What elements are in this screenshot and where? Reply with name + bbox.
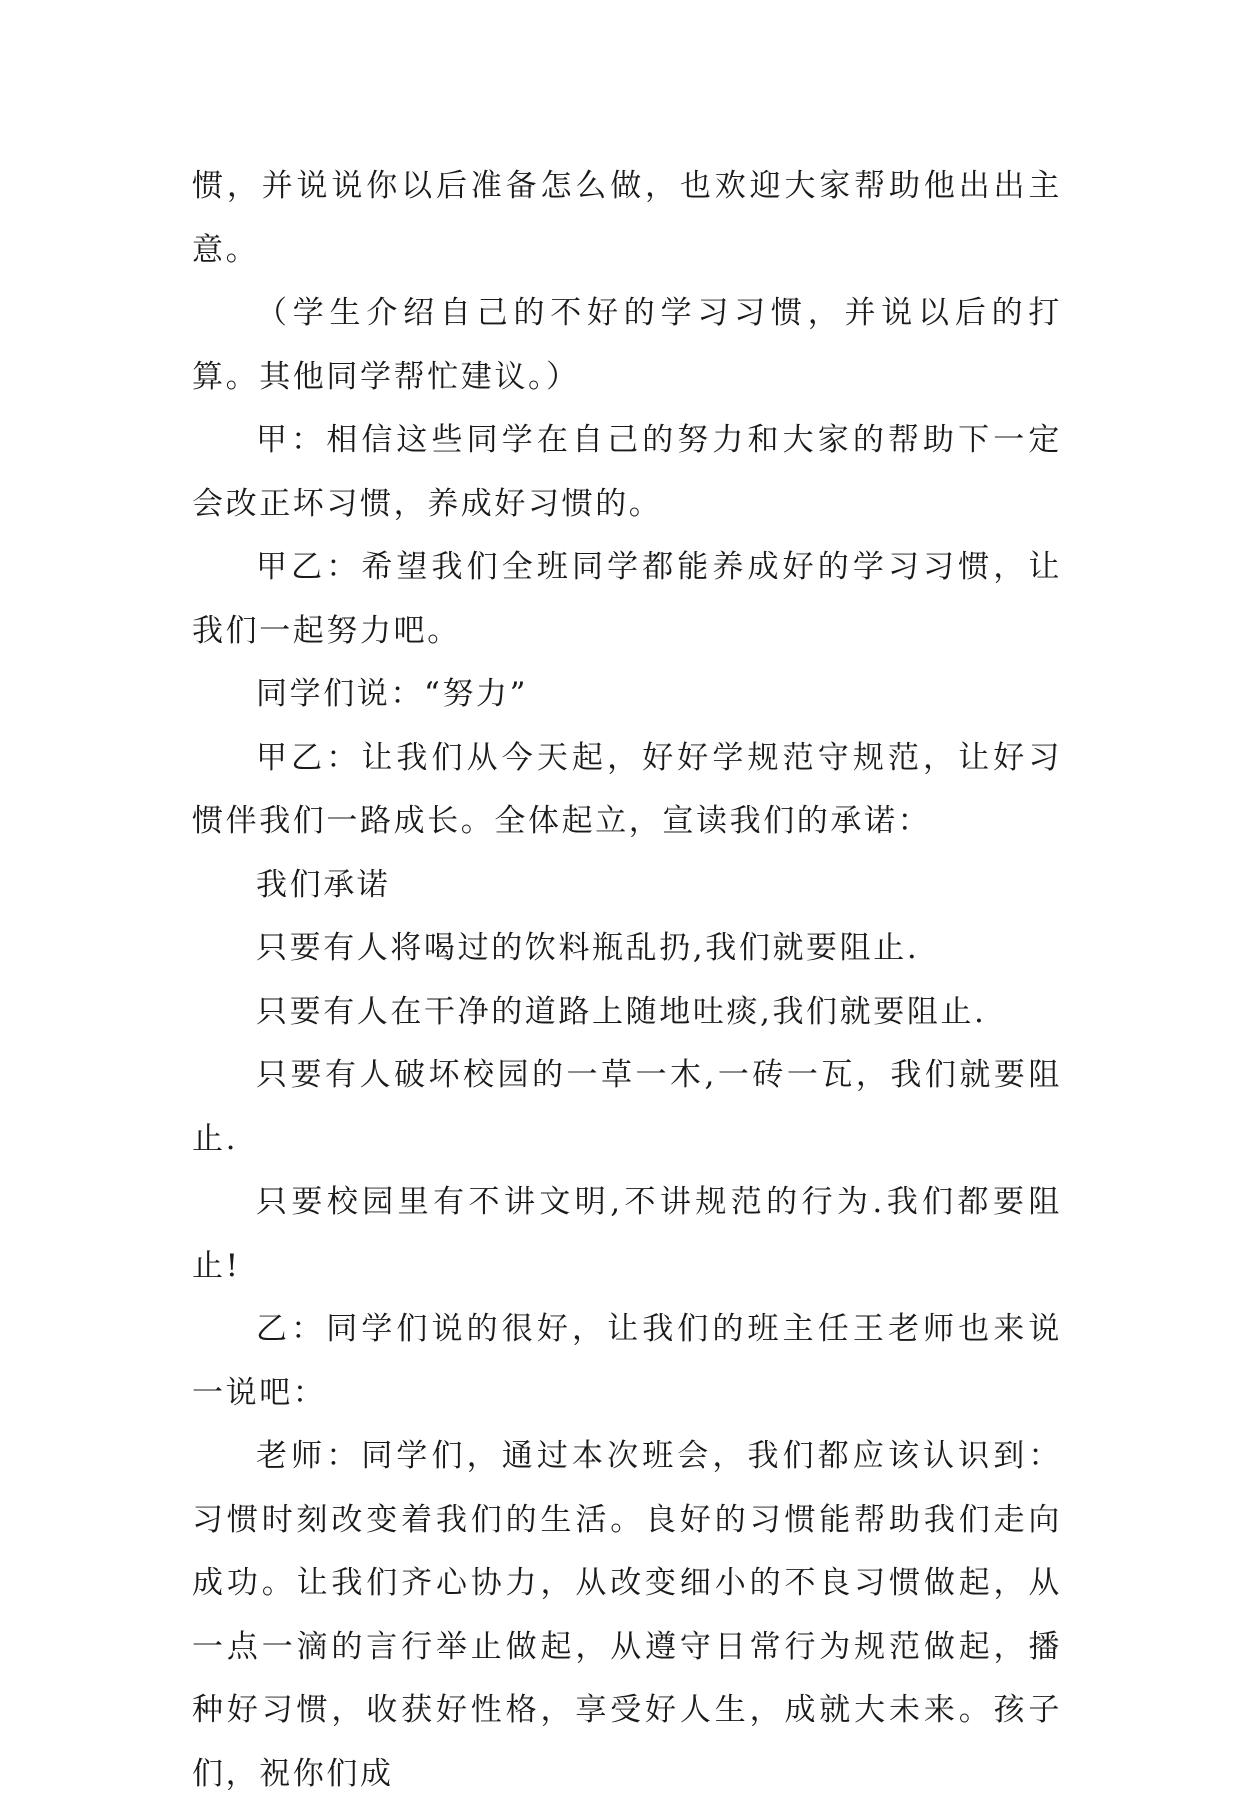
- document-body: [192, 155, 1062, 1806]
- paragraph: 甲：相信这些同学在自己的努力和大家的帮助下一定会改正坏习惯，养成好习惯的。: [192, 422, 1062, 522]
- paragraph: 惯，并说说你以后准备怎么做，也欢迎大家帮助他出出主意。: [192, 168, 1062, 268]
- paragraph: 甲乙：让我们从今天起，好好学规范守规范，让好习惯伴我们一路成长。全体起立，宣读我们的承诺：: [192, 739, 1062, 839]
- pledge-line: 只要有人将喝过的饮料瓶乱扔,我们就要阻止.: [256, 930, 920, 966]
- paragraph: 乙：同学们说的很好，让我们的班主任王老师也来说一说吧：: [192, 1311, 1062, 1411]
- paragraph: 老师：同学们，通过本次班会，我们都应该认识到：习惯时刻改变着我们的生活。良好的习惯能帮助我们走向成功。让我们齐心协力，从改变细小的不良习惯做起，从一点一滴的言行举止做起，从遵守日常行为规范做起，播种好习惯，收获好性格，享受好人生，成就大未来。孩子们，祝你们成: [192, 1438, 1062, 1792]
- paragraph: （学生介绍自己的不好的学习习惯，并说以后的打算。其他同学帮忙建议。）: [192, 295, 1062, 395]
- paragraph-heading: 我们承诺: [256, 866, 391, 903]
- pledge-line: 只要有人破坏校园的一草一木,一砖一瓦，我们就要阻止.: [192, 1057, 1062, 1157]
- pledge-line: 只要校园里有不讲文明,不讲规范的行为.我们都要阻止!: [192, 1184, 1062, 1284]
- paragraph: 同学们说：“努力”: [256, 676, 529, 712]
- paragraph: 甲乙：希望我们全班同学都能养成好的学习习惯，让我们一起努力吧。: [192, 549, 1062, 649]
- pledge-line: 只要有人在干净的道路上随地吐痰,我们就要阻止.: [256, 993, 987, 1030]
